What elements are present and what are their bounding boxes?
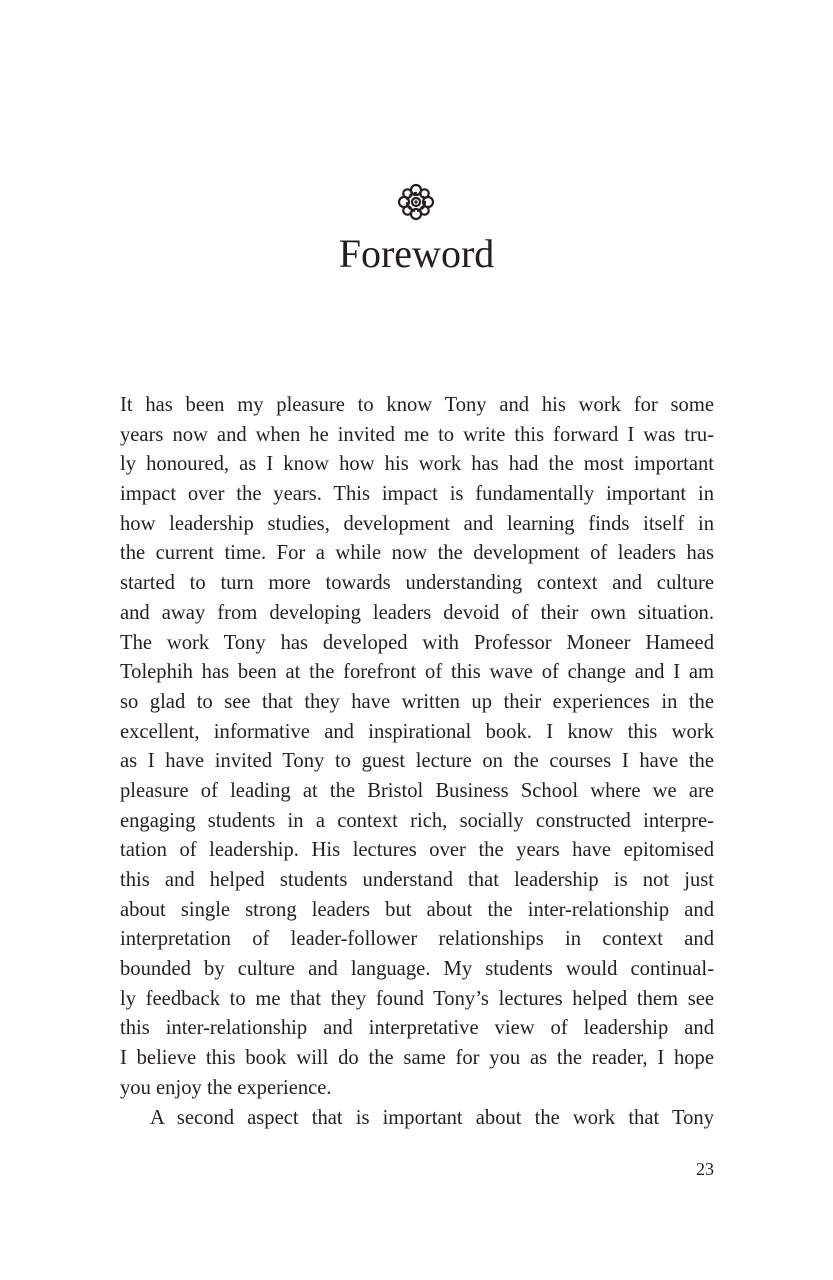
text-line: ly honoured, as I know how his work has had the most important bbox=[120, 453, 714, 476]
text-line: I believe this book will do the same for you as the reader, I hope bbox=[120, 1047, 714, 1070]
text-line: so glad to see that they have written up their experiences in the bbox=[120, 690, 714, 713]
text-line: started to turn more towards understanding context and culture bbox=[120, 572, 714, 595]
text-line: about single strong leaders but about the inter-relationship and bbox=[120, 898, 714, 921]
text-line: as I have invited Tony to guest lecture on the courses I have the bbox=[120, 750, 714, 773]
text-line: pleasure of leading at the Bristol Business School where we are bbox=[120, 779, 714, 802]
text-line: impact over the years. This impact is fundamentally important in bbox=[120, 483, 714, 506]
text-line: and away from developing leaders devoid of their own situation. bbox=[120, 601, 714, 624]
text-line: It has been my pleasure to know Tony and his work for some bbox=[120, 394, 714, 416]
text-line: interpretation of leader-follower relationships in context and bbox=[120, 928, 714, 951]
text-line: engaging students in a context rich, socially constructed interpre- bbox=[120, 809, 714, 832]
text-line: how leadership studies, development and learning finds itself in bbox=[120, 512, 714, 535]
text-line: this and helped students understand that leadership is not just bbox=[120, 869, 714, 891]
text-line: this inter-relationship and interpretative view of leadership and bbox=[120, 1017, 714, 1040]
text-line: the current time. For a while now the development of leaders has bbox=[120, 542, 714, 565]
chapter-title: Foreword bbox=[338, 231, 495, 276]
text-line: years now and when he invited me to write this forward I was tru- bbox=[120, 423, 714, 446]
celtic-knot-icon bbox=[396, 182, 436, 222]
text-line: you enjoy the experience. bbox=[120, 1076, 332, 1099]
text-line: ly feedback to me that they found Tony’s lectures helped them see bbox=[120, 987, 714, 1010]
text-line: tation of leadership. His lectures over the years have epitomised bbox=[120, 839, 714, 862]
text-line: excellent, informative and inspirational book. I know this work bbox=[120, 720, 714, 743]
body-text bbox=[120, 391, 714, 1133]
text-line: bounded by culture and language. My students would continual- bbox=[120, 958, 714, 981]
text-line: Tolephih has been at the forefront of this wave of change and I am bbox=[120, 661, 714, 684]
page-number: 23 bbox=[696, 1159, 714, 1179]
text-line: A second aspect that is important about the work that Tony bbox=[150, 1106, 714, 1129]
text-line: The work Tony has developed with Professor Moneer Hameed bbox=[120, 631, 714, 654]
